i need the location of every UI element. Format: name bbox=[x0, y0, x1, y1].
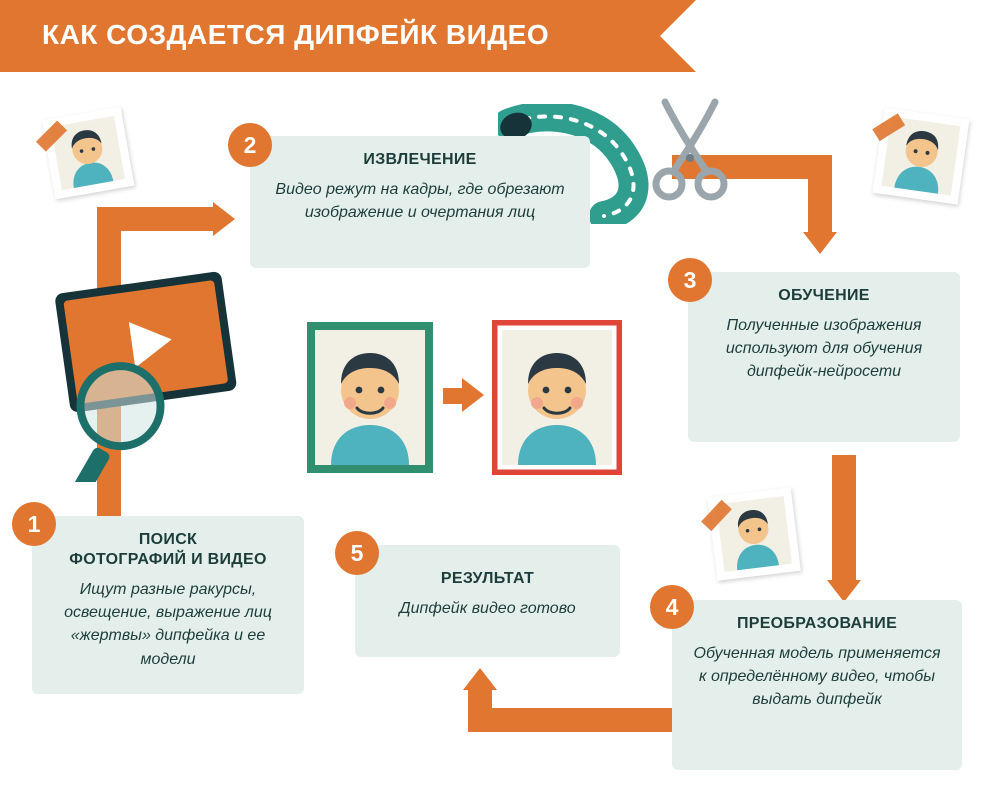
step-card-2-title: ИЗВЛЕЧЕНИЕ bbox=[363, 151, 477, 168]
connector-2-to-3-vertical bbox=[808, 155, 832, 235]
step-card-1 bbox=[32, 516, 304, 694]
step-card-3-title: ОБУЧЕНИЕ bbox=[778, 287, 870, 304]
connector-4-to-5-vertical bbox=[468, 690, 492, 732]
video-player-icon bbox=[38, 262, 258, 482]
connector-3-to-4-vertical bbox=[832, 455, 856, 583]
step-card-1-title-line2: ФОТОГРАФИЙ И ВИДЕО bbox=[69, 551, 267, 568]
photo-portrait-icon bbox=[707, 487, 801, 581]
arrow-right-icon bbox=[462, 378, 484, 412]
step-badge-5: 5 bbox=[335, 531, 379, 575]
step-card-1-title bbox=[50, 530, 286, 570]
connector-4-to-5-arrowhead bbox=[463, 668, 497, 690]
step-card-3-body: Полученные изображения используют для обучения дипфейк-нейросети bbox=[725, 317, 923, 381]
step-card-2 bbox=[250, 136, 590, 268]
arrow-right-shaft bbox=[443, 388, 465, 404]
connector-1-to-2-arrowhead bbox=[213, 202, 235, 236]
step-card-1-body: Ищут разные ракурсы, освещение, выражение лиц «жертвы» дипфейка и ее модели bbox=[64, 581, 272, 668]
photo-portrait-icon bbox=[42, 107, 135, 200]
step-card-3 bbox=[688, 272, 960, 442]
step-card-4-body: Обученная модель применяется к определённому видео, чтобы выдать дипфейк bbox=[693, 645, 941, 709]
face-framed-green-icon bbox=[305, 320, 435, 475]
connector-4-to-5-horizontal bbox=[468, 708, 688, 732]
photo-portrait-icon bbox=[872, 107, 969, 204]
step-card-4 bbox=[672, 600, 962, 770]
connector-3-to-4-arrowhead bbox=[827, 580, 861, 602]
step-badge-3: 3 bbox=[668, 258, 712, 302]
connector-2-to-3-arrowhead bbox=[803, 232, 837, 254]
step-card-4-title: ПРЕОБРАЗОВАНИЕ bbox=[736, 615, 898, 632]
step-card-1-title-line1: ПОИСК bbox=[138, 531, 198, 548]
step-badge-2: 2 bbox=[228, 123, 272, 167]
face-framed-red-icon bbox=[492, 320, 622, 475]
step-card-2-body: Видео режут на кадры, где обрезают изображение и очертания лиц bbox=[275, 181, 565, 222]
step-card-5-body: Дипфейк видео готово bbox=[399, 600, 576, 617]
step-badge-1: 1 bbox=[12, 502, 56, 546]
step-card-5-title: РЕЗУЛЬТАТ bbox=[440, 570, 535, 587]
scissors-icon bbox=[645, 96, 735, 206]
step-badge-4: 4 bbox=[650, 585, 694, 629]
connector-1-to-2-horizontal bbox=[97, 207, 215, 231]
page-title: КАК СОЗДАЕТСЯ ДИПФЕЙК ВИДЕО bbox=[42, 19, 550, 50]
step-card-5 bbox=[355, 545, 620, 657]
